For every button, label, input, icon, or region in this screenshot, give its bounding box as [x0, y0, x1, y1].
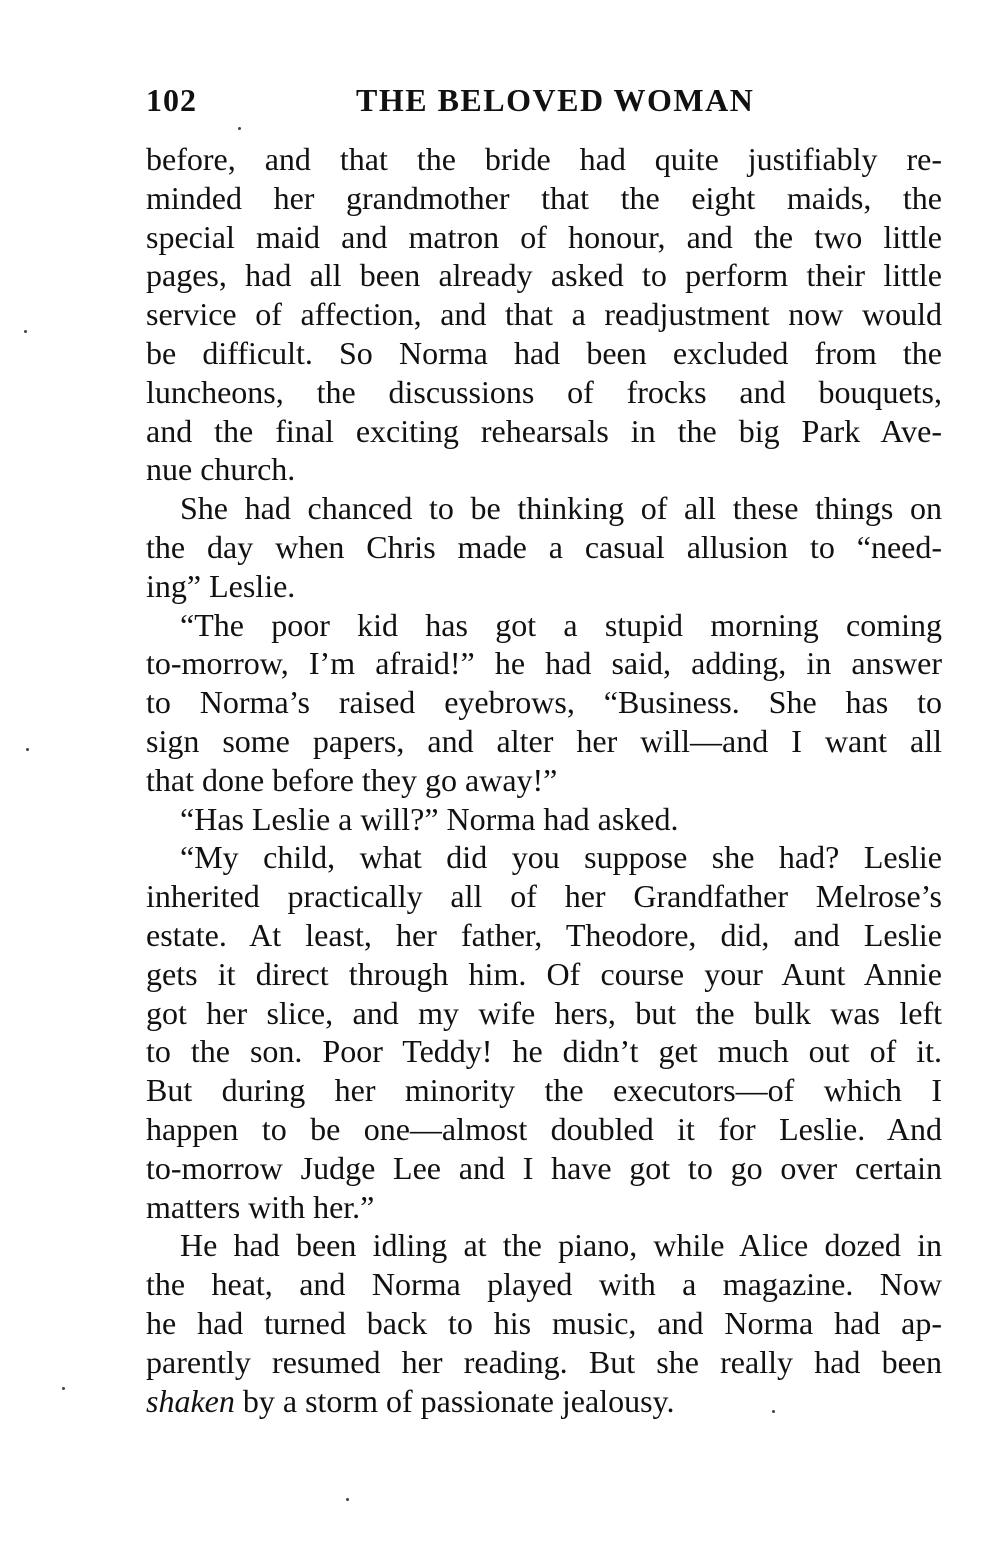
- text-line: got her slice, and my wife hers, but the bulk was left: [146, 994, 942, 1031]
- body-text: [146, 140, 942, 1420]
- scan-speck: [346, 1498, 349, 1501]
- text-line: inherited practically all of her Grandfather Melrose’s: [146, 878, 942, 915]
- text-line: “The poor kid has got a stupid morning coming: [180, 606, 942, 643]
- text-line: parently resumed her reading. But she really had been: [146, 1343, 942, 1380]
- text-line: minded her grandmother that the eight maids, the: [146, 179, 942, 216]
- text-line: to-morrow, I’m afraid!” he had said, adding, in answer: [146, 645, 942, 682]
- text-line: nue church.: [146, 451, 296, 488]
- text-line: and the final exciting rehearsals in the big Park Ave-: [146, 412, 942, 449]
- text-line: happen to be one—almost doubled it for Leslie. And: [146, 1110, 942, 1147]
- text-line: that done before they go away!”: [146, 761, 558, 798]
- scan-speck: [238, 127, 241, 130]
- text-line: he had turned back to his music, and Norma had ap-: [146, 1304, 942, 1341]
- text-line: matters with her.”: [146, 1188, 375, 1225]
- text-line: “Has Leslie a will?” Norma had asked.: [180, 800, 679, 837]
- text-line: to Norma’s raised eyebrows, “Business. She has to: [146, 684, 942, 721]
- text-line: service of affection, and that a readjustment now would: [146, 296, 942, 333]
- scan-speck: [26, 748, 29, 751]
- text-line: the day when Chris made a casual allusion to “need-: [146, 528, 942, 565]
- text-line: special maid and matron of honour, and the two little: [146, 218, 942, 255]
- scan-speck: [62, 1387, 65, 1390]
- final-line-rest: by a storm of passionate jealousy.: [234, 1382, 675, 1419]
- text-line: estate. At least, her father, Theodore, did, and Leslie: [146, 916, 942, 953]
- text-line: She had chanced to be thinking of all these things on: [180, 490, 942, 527]
- text-line-final: [146, 1382, 942, 1421]
- text-line: ing” Leslie.: [146, 567, 296, 604]
- book-title: THE BELOVED WOMAN: [356, 82, 755, 118]
- text-line: He had been idling at the piano, while Alice dozed in: [180, 1227, 942, 1264]
- text-line: pages, had all been already asked to perform their little: [146, 257, 942, 294]
- italic-word: shaken: [146, 1382, 235, 1419]
- text-line: the heat, and Norma played with a magazine. Now: [146, 1266, 942, 1303]
- text-line: be difficult. So Norma had been excluded from the: [146, 334, 942, 371]
- text-line: luncheons, the discussions of frocks and bouquets,: [146, 373, 942, 410]
- text-line: “My child, what did you suppose she had? Leslie: [180, 839, 942, 876]
- text-line: But during her minority the executors—of which I: [146, 1072, 942, 1109]
- text-line: before, and that the bride had quite justifiably re-: [146, 141, 942, 177]
- scan-speck: [772, 1410, 775, 1413]
- text-line: to the son. Poor Teddy! he didn’t get much out of it.: [146, 1033, 942, 1070]
- running-head: [146, 82, 946, 126]
- text-line: to-morrow Judge Lee and I have got to go over certain: [146, 1149, 942, 1186]
- text-line: gets it direct through him. Of course your Aunt Annie: [146, 955, 942, 992]
- text-line: sign some papers, and alter her will—and I want all: [146, 722, 942, 759]
- page-number: 102: [146, 82, 197, 118]
- scan-speck: [24, 330, 27, 333]
